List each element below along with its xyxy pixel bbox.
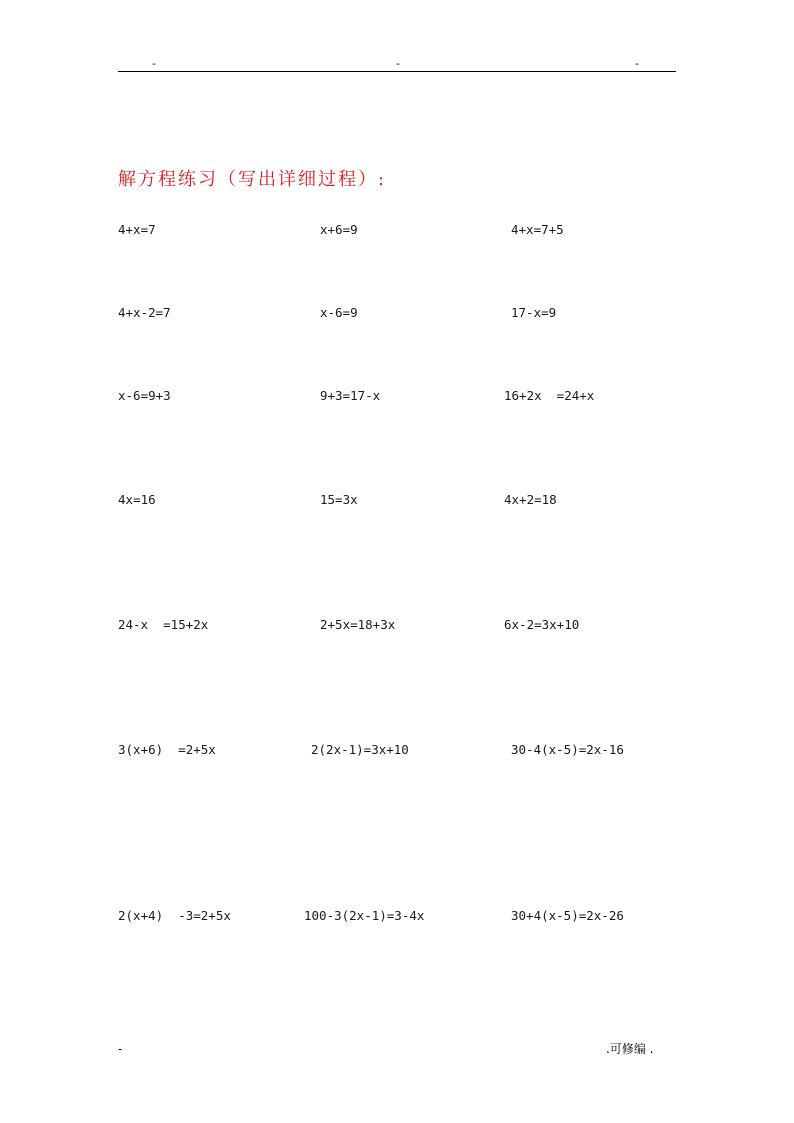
header-mark-left: -: [152, 57, 156, 70]
page-title: 解方程练习（写出详细过程）:: [118, 169, 387, 190]
equation-r6-c2: 2(2x-1)=3x+10: [311, 742, 409, 757]
equation-r6-c1: 3(x+6) =2+5x: [118, 742, 216, 757]
equation-r3-c3: 16+2x =24+x: [504, 388, 595, 403]
equation-r1-c2: x+6=9: [320, 222, 358, 237]
equation-r5-c2: 2+5x=18+3x: [320, 617, 396, 632]
equation-r7-c3: 30+4(x-5)=2x-26: [511, 908, 624, 923]
footer-editable-note: .可修编 .: [606, 1042, 654, 1056]
equation-r6-c3: 30-4(x-5)=2x-16: [511, 742, 624, 757]
equation-r4-c1: 4x=16: [118, 492, 156, 507]
equation-r2-c3: 17-x=9: [511, 305, 557, 320]
equation-r2-c2: x-6=9: [320, 305, 358, 320]
equation-r5-c1: 24-x =15+2x: [118, 617, 209, 632]
equation-r4-c3: 4x+2=18: [504, 492, 557, 507]
equation-r1-c1: 4+x=7: [118, 222, 156, 237]
footer-mark-left: -: [118, 1042, 123, 1056]
equation-r1-c3: 4+x=7+5: [511, 222, 564, 237]
equation-r3-c2: 9+3=17-x: [320, 388, 381, 403]
equation-r2-c1: 4+x-2=7: [118, 305, 171, 320]
header-mark-center: -: [396, 57, 400, 70]
header-rule: [118, 71, 676, 72]
equation-r7-c1: 2(x+4) -3=2+5x: [118, 908, 231, 923]
equation-r3-c1: x-6=9+3: [118, 388, 171, 403]
header-mark-right: -: [635, 57, 639, 70]
equation-r5-c3: 6x-2=3x+10: [504, 617, 580, 632]
equation-r7-c2: 100-3(2x-1)=3-4x: [304, 908, 425, 923]
equation-r4-c2: 15=3x: [320, 492, 358, 507]
